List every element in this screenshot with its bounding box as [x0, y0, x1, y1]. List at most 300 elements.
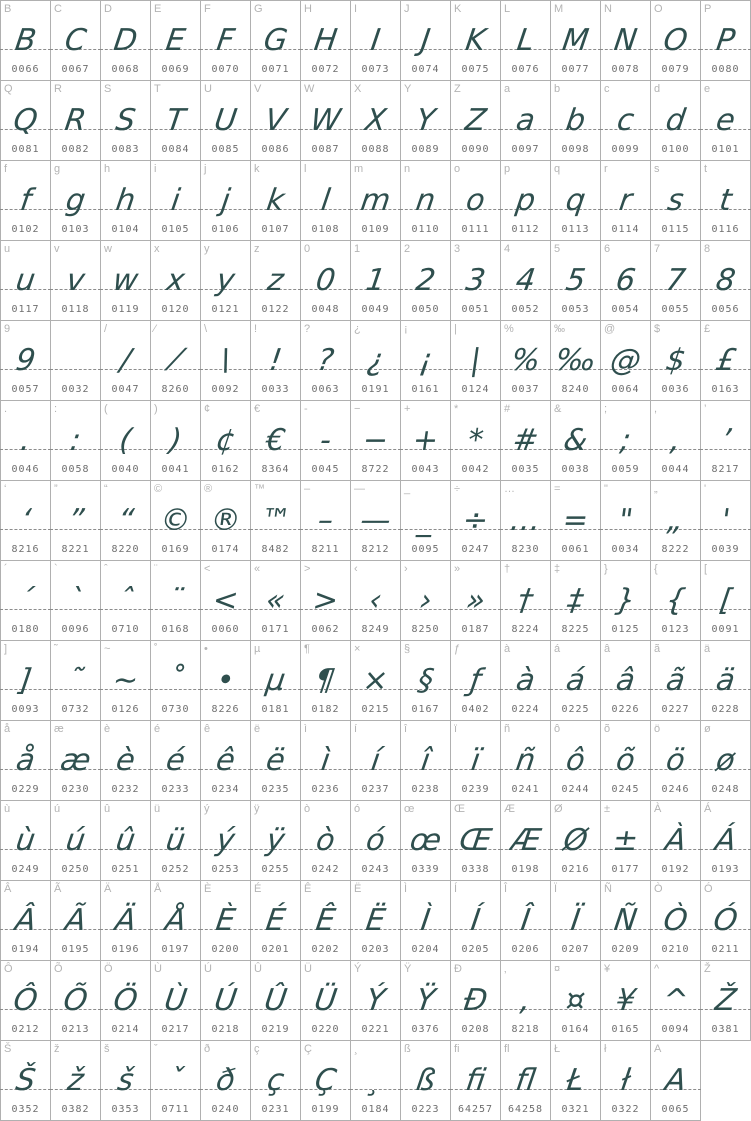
baseline-rule [150, 769, 201, 770]
baseline-rule [600, 769, 651, 770]
baseline-rule [200, 689, 251, 690]
glyph-cell [601, 561, 651, 641]
glyph-cell [601, 1041, 651, 1121]
glyph-preview: ÿ [264, 823, 287, 858]
glyph-preview: ﬁ [463, 1063, 488, 1098]
character-label: 7 [654, 243, 661, 255]
glyph-cell [151, 721, 201, 801]
unicode-code: 0177 [611, 864, 640, 875]
baseline-rule [50, 929, 101, 930]
glyph-cell [401, 881, 451, 961]
baseline-rule [400, 769, 451, 770]
baseline-rule [150, 929, 201, 930]
glyph-cell [251, 881, 301, 961]
unicode-code: 0040 [111, 464, 140, 475]
character-label: Ï [554, 883, 558, 895]
glyph-preview: s [665, 183, 686, 218]
character-label: â [604, 643, 611, 655]
unicode-code: 0235 [261, 784, 290, 795]
glyph-preview: a [513, 103, 538, 138]
glyph-cell [601, 801, 651, 881]
glyph-cell [201, 801, 251, 881]
glyph-cell [201, 561, 251, 641]
glyph-preview: c [614, 103, 637, 138]
unicode-code: 0251 [111, 864, 140, 875]
baseline-rule [700, 129, 751, 130]
baseline-rule [250, 129, 301, 130]
baseline-rule [200, 1089, 251, 1090]
unicode-code: 0249 [11, 864, 40, 875]
baseline-rule [500, 929, 551, 930]
glyph-cell [151, 561, 201, 641]
baseline-rule [100, 449, 151, 450]
unicode-code: 8217 [711, 464, 740, 475]
glyph-cell [501, 321, 551, 401]
character-label: ‹ [354, 563, 358, 575]
glyph-preview: ¸ [365, 1063, 386, 1098]
character-label: Ç [304, 1043, 312, 1055]
unicode-code: 0243 [361, 864, 390, 875]
unicode-code: 0058 [61, 464, 90, 475]
glyph-preview: M [560, 23, 591, 58]
glyph-cell [601, 641, 651, 721]
glyph-preview: ﬂ [513, 1063, 538, 1098]
character-label: ã [654, 643, 661, 655]
character-label: Ê [304, 883, 312, 895]
character-label: = [554, 483, 561, 495]
glyph-cell [601, 1, 651, 81]
unicode-code: 0070 [211, 64, 240, 75]
character-label: R [54, 83, 62, 95]
character-label: [ [704, 563, 708, 575]
unicode-code: 0339 [411, 864, 440, 875]
baseline-rule [400, 1009, 451, 1010]
glyph-preview: â [613, 663, 638, 698]
glyph-cell [551, 561, 601, 641]
baseline-rule [50, 609, 101, 610]
unicode-code: 0225 [561, 704, 590, 715]
character-label: Å [154, 883, 162, 895]
character-label: ˆ [104, 563, 108, 575]
glyph-cell [701, 321, 751, 401]
glyph-cell [301, 881, 351, 961]
baseline-rule [550, 209, 601, 210]
unicode-code: 8482 [261, 544, 290, 555]
baseline-rule [400, 609, 451, 610]
glyph-preview: Š [13, 1063, 38, 1098]
glyph-cell [151, 1, 201, 81]
glyph-preview: = [560, 503, 591, 538]
unicode-code: 0078 [611, 64, 640, 75]
glyph-preview: ã [663, 663, 688, 698]
glyph-cell [651, 1041, 701, 1121]
unicode-code: 0041 [161, 464, 190, 475]
baseline-rule [150, 449, 201, 450]
glyph-preview: : [68, 423, 84, 458]
glyph-cell [651, 641, 701, 721]
glyph-preview: d [663, 103, 688, 138]
baseline-rule [700, 449, 751, 450]
glyph-cell [501, 881, 551, 961]
glyph-cell [401, 161, 451, 241]
character-label: Ó [704, 883, 713, 895]
glyph-cell [351, 721, 401, 801]
character-label: î [404, 723, 408, 735]
baseline-rule [100, 849, 151, 850]
glyph-preview: & [561, 423, 590, 458]
glyph-preview: „ [665, 503, 686, 538]
character-label: ö [654, 723, 661, 735]
unicode-code: 0250 [61, 864, 90, 875]
unicode-code: 0048 [311, 304, 340, 315]
glyph-preview: o [463, 183, 488, 218]
character-label: } [604, 563, 608, 575]
character-label: È [204, 883, 212, 895]
glyph-cell [251, 1041, 301, 1121]
unicode-code: 0057 [11, 384, 40, 395]
glyph-cell [101, 801, 151, 881]
baseline-rule [600, 849, 651, 850]
glyph-cell [301, 401, 351, 481]
glyph-preview: < [210, 583, 241, 618]
unicode-code: 0055 [661, 304, 690, 315]
baseline-rule [600, 1009, 651, 1010]
unicode-code: 0232 [111, 784, 140, 795]
baseline-rule [700, 689, 751, 690]
glyph-cell [151, 1041, 201, 1121]
character-label: ø [704, 723, 711, 735]
glyph-cell [1, 321, 51, 401]
glyph-cell [251, 641, 301, 721]
baseline-rule [550, 1009, 601, 1010]
glyph-cell [351, 561, 401, 641]
character-label: ñ [504, 723, 511, 735]
character-label: ë [254, 723, 261, 735]
glyph-cell [351, 81, 401, 161]
glyph-cell [151, 641, 201, 721]
unicode-code: 0204 [411, 944, 440, 955]
character-label: Ÿ [404, 963, 412, 975]
character-label: ¸ [354, 1043, 358, 1055]
baseline-rule [350, 449, 401, 450]
baseline-rule [700, 1009, 751, 1010]
baseline-rule [300, 129, 351, 130]
character-label: ß [404, 1043, 411, 1055]
baseline-rule [50, 1009, 101, 1010]
unicode-code: 0209 [611, 944, 640, 955]
glyph-preview: N [611, 23, 640, 58]
character-label: 2 [404, 243, 411, 255]
baseline-rule [400, 689, 451, 690]
unicode-code: 0081 [11, 144, 40, 155]
character-label: y [204, 243, 210, 255]
baseline-rule [650, 929, 701, 930]
baseline-rule [700, 49, 751, 50]
character-label: M [554, 3, 564, 15]
unicode-code: 0072 [311, 64, 340, 75]
glyph-preview: È [213, 903, 238, 938]
baseline-rule [500, 529, 551, 530]
glyph-cell [401, 1041, 451, 1121]
glyph-cell [1, 241, 51, 321]
glyph-preview: Ø [561, 823, 590, 858]
baseline-rule [300, 449, 351, 450]
glyph-preview: Â [12, 903, 39, 938]
unicode-code: 0080 [711, 64, 740, 75]
baseline-rule [650, 209, 701, 210]
character-label: L [504, 3, 511, 15]
glyph-cell [551, 1, 601, 81]
character-label: Ł [554, 1043, 561, 1055]
baseline-rule [0, 1009, 51, 1010]
unicode-code: 0102 [11, 224, 40, 235]
unicode-code: 8221 [61, 544, 90, 555]
glyph-cell [601, 241, 651, 321]
unicode-code: 0038 [561, 464, 590, 475]
unicode-code: 0046 [11, 464, 40, 475]
glyph-preview: ; [618, 423, 634, 458]
character-label: < [204, 563, 211, 575]
glyph-cell [551, 321, 601, 401]
unicode-code: 0124 [461, 384, 490, 395]
character-label: . [4, 403, 8, 415]
character-label: µ [254, 643, 261, 655]
character-label: K [454, 3, 462, 15]
glyph-cell [551, 161, 601, 241]
empty-cell [701, 1041, 751, 1121]
glyph-cell [501, 961, 551, 1041]
character-label: õ [604, 723, 611, 735]
character-label: j [204, 163, 207, 175]
glyph-preview: § [415, 663, 436, 698]
glyph-cell [201, 1041, 251, 1121]
unicode-code: 0182 [311, 704, 340, 715]
baseline-rule [500, 769, 551, 770]
unicode-code: 0216 [561, 864, 590, 875]
character-label: × [354, 643, 361, 655]
glyph-cell [301, 1, 351, 81]
glyph-preview: ) [167, 423, 184, 458]
glyph-preview: U [212, 103, 240, 138]
unicode-code: 0244 [561, 784, 590, 795]
baseline-rule [100, 529, 151, 530]
baseline-rule [600, 449, 651, 450]
glyph-cell [151, 81, 201, 161]
baseline-rule [50, 49, 101, 50]
baseline-rule [500, 209, 551, 210]
unicode-code: 0047 [111, 384, 140, 395]
glyph-cell [451, 161, 501, 241]
unicode-code: 0083 [111, 144, 140, 155]
glyph-preview: õ [613, 743, 638, 778]
glyph-preview: 6 [613, 263, 638, 298]
character-label: ž [54, 1043, 60, 1055]
glyph-preview: Ô [11, 983, 40, 1018]
character-label: Y [404, 83, 412, 95]
character-label: { [654, 563, 658, 575]
glyph-cell [451, 401, 501, 481]
character-label: a [504, 83, 511, 95]
glyph-preview: ó [363, 823, 388, 858]
baseline-rule [100, 129, 151, 130]
baseline-rule [550, 289, 601, 290]
unicode-code: 0376 [411, 1024, 440, 1035]
glyph-preview: L [514, 23, 537, 58]
glyph-preview: À [662, 823, 689, 858]
glyph-preview: ^ [660, 983, 691, 1018]
baseline-rule [350, 929, 401, 930]
baseline-rule [600, 369, 651, 370]
baseline-rule [50, 129, 101, 130]
character-label: T [154, 83, 161, 95]
unicode-code: 0060 [211, 624, 240, 635]
glyph-preview: A [662, 1063, 689, 1098]
unicode-code: 0086 [261, 144, 290, 155]
character-label: _ [404, 483, 411, 495]
baseline-rule [450, 129, 501, 130]
glyph-cell [351, 641, 401, 721]
character-label: @ [604, 323, 616, 335]
baseline-rule [550, 529, 601, 530]
unicode-code: 0167 [411, 704, 440, 715]
glyph-preview: Q [11, 103, 40, 138]
unicode-code: 8260 [161, 384, 190, 395]
character-label: í [354, 723, 358, 735]
unicode-code: 0171 [261, 624, 290, 635]
glyph-cell [51, 481, 101, 561]
glyph-preview: « [263, 583, 288, 618]
glyph-preview: Ž [712, 983, 739, 1018]
character-label: J [404, 3, 410, 15]
glyph-preview: ] [17, 663, 34, 698]
glyph-cell [151, 481, 201, 561]
glyph-preview: ˇ [165, 1063, 186, 1098]
character-label: ÷ [454, 483, 461, 495]
glyph-cell [1, 961, 51, 1041]
unicode-code: 0184 [361, 1104, 390, 1115]
unicode-code: 0069 [161, 64, 190, 75]
glyph-preview: Á [712, 823, 739, 858]
baseline-rule [450, 609, 501, 610]
unicode-code: 0067 [61, 64, 90, 75]
unicode-code: 0105 [161, 224, 190, 235]
character-label: ‰ [554, 323, 565, 335]
glyph-preview: ’ [718, 423, 733, 458]
baseline-rule [700, 289, 751, 290]
character-label: › [404, 563, 408, 575]
glyph-preview: å [13, 743, 38, 778]
glyph-preview: Ã [62, 903, 89, 938]
glyph-cell [1, 1, 51, 81]
baseline-rule [650, 289, 701, 290]
glyph-cell [601, 881, 651, 961]
glyph-preview: ` [65, 583, 86, 618]
baseline-rule [250, 49, 301, 50]
glyph-preview: x [164, 263, 187, 298]
unicode-code: 0164 [561, 1024, 590, 1035]
glyph-cell [701, 961, 751, 1041]
glyph-cell [251, 161, 301, 241]
baseline-rule [450, 1089, 501, 1090]
character-label: C [54, 3, 62, 15]
character-label: « [254, 563, 261, 575]
glyph-preview: Ú [212, 983, 240, 1018]
character-label: D [104, 3, 112, 15]
glyph-preview: … [508, 503, 544, 538]
unicode-code: 0088 [361, 144, 390, 155]
baseline-rule [350, 689, 401, 690]
character-label: Ý [354, 963, 362, 975]
character-label: X [354, 83, 362, 95]
baseline-rule [200, 449, 251, 450]
glyph-preview: p [513, 183, 538, 218]
baseline-rule [300, 1089, 351, 1090]
baseline-rule [650, 49, 701, 50]
glyph-cell [451, 561, 501, 641]
character-label: Ä [104, 883, 112, 895]
unicode-code: 8230 [511, 544, 540, 555]
baseline-rule [250, 209, 301, 210]
baseline-rule [450, 49, 501, 50]
unicode-code: 0085 [211, 144, 240, 155]
unicode-code: 0054 [611, 304, 640, 315]
character-label: € [254, 403, 261, 415]
glyph-preview: $ [663, 343, 688, 378]
glyph-preview: Ö [111, 983, 140, 1018]
character-label: ± [604, 803, 611, 815]
glyph-cell [51, 241, 101, 321]
unicode-code: 0248 [711, 784, 740, 795]
baseline-rule [50, 1089, 101, 1090]
glyph-cell [701, 241, 751, 321]
glyph-cell [551, 401, 601, 481]
glyph-cell [651, 801, 701, 881]
glyph-cell [551, 961, 601, 1041]
unicode-code: 0236 [311, 784, 340, 795]
glyph-cell [451, 321, 501, 401]
unicode-code: 0207 [561, 944, 590, 955]
glyph-preview: ® [208, 503, 244, 538]
baseline-rule [150, 1089, 201, 1090]
character-label: ¡ [404, 323, 408, 335]
unicode-code: 0169 [161, 544, 190, 555]
unicode-code: 0051 [461, 304, 490, 315]
baseline-rule [250, 929, 301, 930]
baseline-rule [550, 609, 601, 610]
glyph-cell [151, 321, 201, 401]
unicode-code: 0117 [11, 304, 40, 315]
glyph-cell [401, 81, 451, 161]
glyph-preview: © [158, 503, 194, 538]
glyph-cell [301, 1041, 351, 1121]
glyph-cell [251, 401, 301, 481]
glyph-preview: i [168, 183, 183, 218]
glyph-cell [451, 1041, 501, 1121]
unicode-code: 0253 [211, 864, 240, 875]
glyph-preview: ê [213, 743, 238, 778]
unicode-code: 0043 [411, 464, 440, 475]
unicode-code: 0095 [411, 544, 440, 555]
glyph-cell [451, 801, 501, 881]
glyph-cell [551, 81, 601, 161]
baseline-rule [100, 369, 151, 370]
glyph-cell [51, 801, 101, 881]
glyph-preview: [ [717, 583, 734, 618]
character-label: m [354, 163, 364, 175]
baseline-rule [450, 369, 501, 370]
character-label: % [504, 323, 514, 335]
baseline-rule [550, 689, 601, 690]
